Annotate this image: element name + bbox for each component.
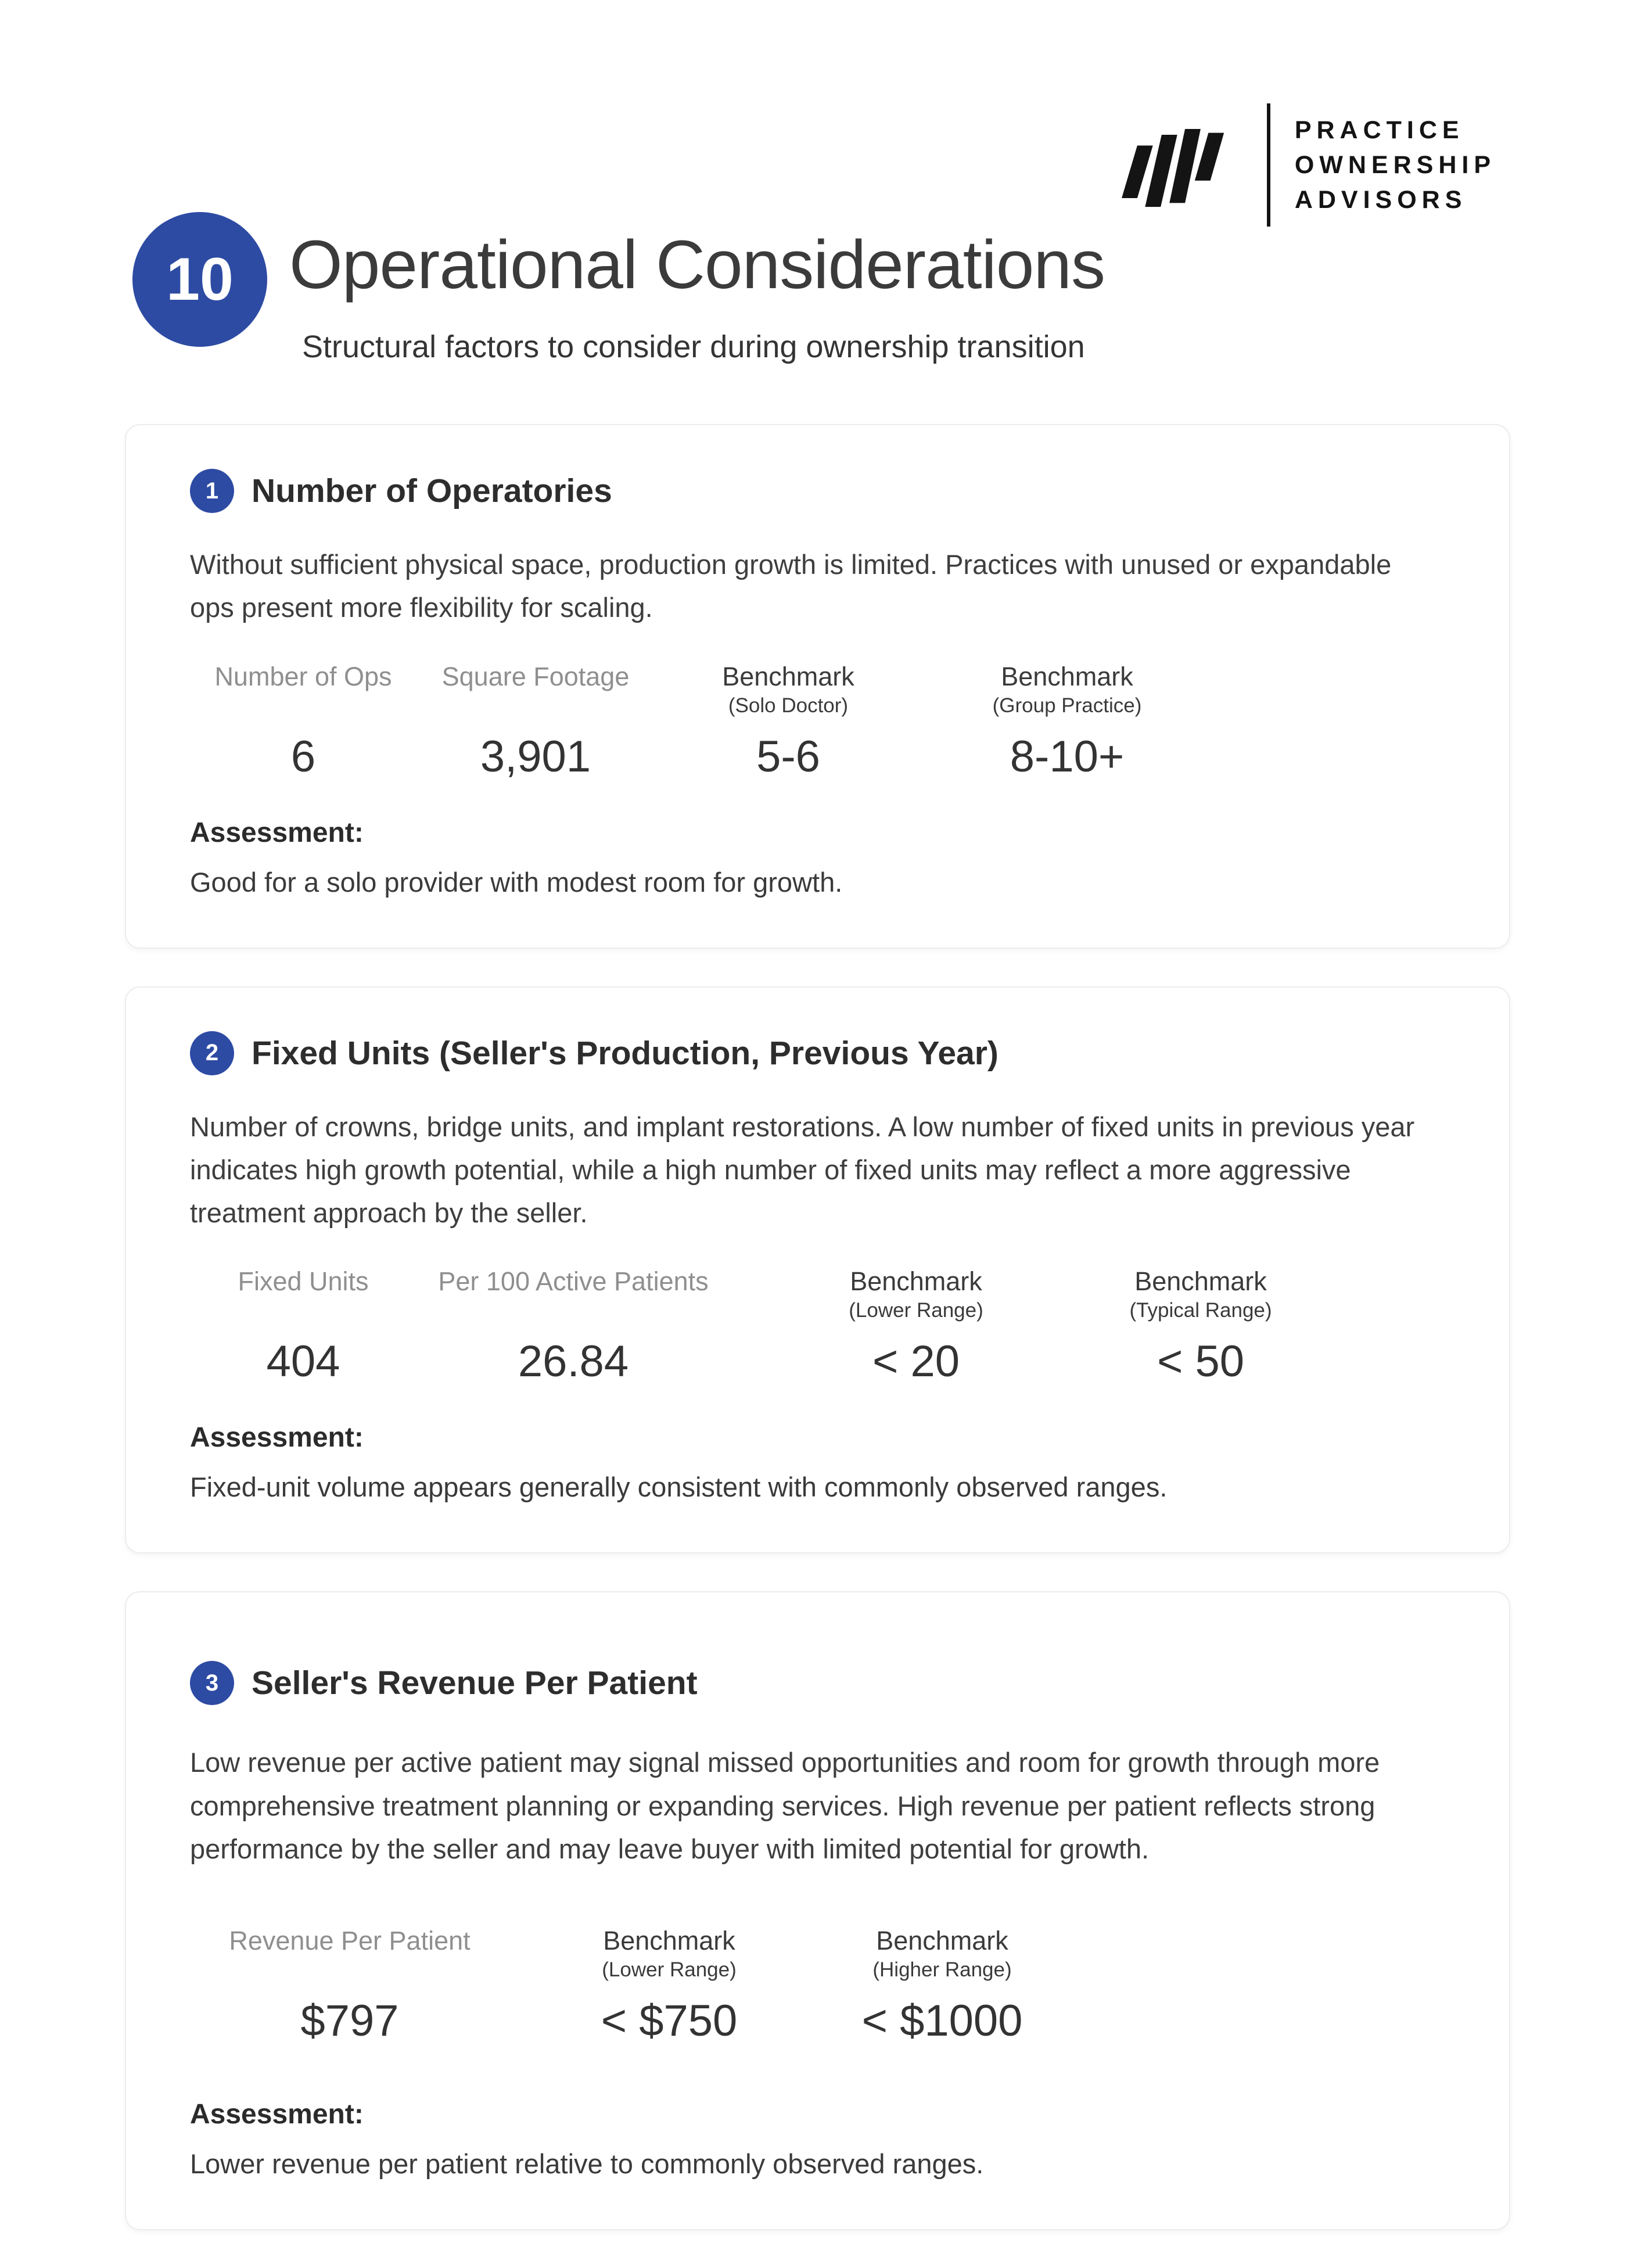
metric-label: Benchmark: [1001, 661, 1133, 691]
assessment-text: Fixed-unit volume appears generally consistent with commonly observed ranges.: [190, 1472, 1168, 1503]
metric-label: Number of Ops: [214, 661, 392, 691]
metric-value: 6: [290, 731, 316, 781]
metric-benchmark-solo-doctor: [655, 662, 922, 782]
metric-benchmark-typical-range: [1102, 1266, 1299, 1387]
assessment-label: Assessment:: [190, 2099, 364, 2130]
metric-label: Per 100 Active Patients: [438, 1266, 709, 1297]
page-number-badge: 10: [132, 212, 267, 347]
metric-value: 26.84: [518, 1337, 629, 1387]
metric-value: $797: [300, 1996, 399, 2045]
metric-sublabel: (Higher Range): [872, 1958, 1012, 1981]
card-title: Number of Operatories: [252, 472, 612, 509]
assessment-block: [190, 1422, 1445, 1503]
metric-value: < 50: [1157, 1337, 1245, 1387]
slanted-bars-logo-icon: [1116, 108, 1242, 222]
card-title: Seller's Revenue Per Patient: [252, 1664, 698, 1702]
metric-label: Benchmark: [603, 1926, 735, 1955]
metric-sublabel: (Lower Range): [849, 1299, 983, 1322]
card-revenue-per-patient: [125, 1591, 1510, 2230]
card-header: [190, 1661, 1445, 1705]
metric-benchmark-higher-range: [829, 1926, 1055, 2046]
card-number-badge: 1: [190, 469, 234, 513]
card-title: Fixed Units (Seller's Production, Previous Year): [252, 1034, 999, 1072]
assessment-label: Assessment:: [190, 1422, 364, 1454]
card-number-badge: 3: [190, 1661, 234, 1705]
metrics-row: [190, 1266, 1445, 1387]
logo-line-1: PRACTICE: [1294, 116, 1464, 144]
metric-value: < $750: [601, 1996, 738, 2045]
metric-revenue-per-patient: [190, 1926, 509, 2046]
card-description: Without sufficient physical space, production growth is limited. Practices with unused or expandable ops present more flexibility for scaling.: [190, 549, 1392, 623]
metric-value: 5-6: [756, 731, 820, 781]
assessment-text: Good for a solo provider with modest room for growth.: [190, 866, 843, 898]
metric-value: 8-10+: [1010, 731, 1125, 781]
page-subtitle: Structural factors to consider during ownership transition: [302, 329, 1085, 364]
logo-divider: [1267, 103, 1270, 227]
metric-label: Fixed Units: [238, 1266, 369, 1297]
metric-value: 404: [266, 1337, 340, 1387]
assessment-block: [190, 2098, 1445, 2180]
metrics-row: [190, 662, 1445, 782]
card-header: [190, 1031, 1445, 1075]
logo-line-2: OWNERSHIP: [1294, 150, 1496, 179]
page-title: Operational Considerations: [289, 227, 1105, 303]
card-description: Low revenue per active patient may signal missed opportunities and room for growth through more comprehensive treatment planning or expanding services. High revenue per patient reflects strong performance by the seller and may leave buyer with limited potential for growth.: [190, 1747, 1380, 1864]
card-number-of-operatories: [125, 424, 1510, 949]
logo-text: [1295, 113, 1496, 218]
metric-label: Benchmark: [722, 661, 854, 691]
metric-per-100-active-patients: [416, 1266, 730, 1387]
logo-line-3: ADVISORS: [1294, 186, 1467, 214]
card-description: Number of crowns, bridge units, and implant restorations. A low number of fixed units in previous year indicates high growth potential, while a high number of fixed units may reflect a more aggressive treatment approach by the seller.: [190, 1111, 1415, 1228]
metric-number-of-ops: [190, 662, 416, 782]
brand-logo: [1116, 103, 1496, 227]
metric-benchmark-group-practice: [922, 662, 1212, 782]
card-fixed-units: [125, 986, 1510, 1554]
card-number-badge: 2: [190, 1031, 234, 1075]
metric-benchmark-lower-range: [509, 1926, 829, 2046]
metric-label: Revenue Per Patient: [229, 1926, 471, 1955]
metric-label: Square Footage: [441, 661, 630, 691]
metric-value: < $1000: [861, 1996, 1023, 2045]
metric-sublabel: (Typical Range): [1129, 1299, 1272, 1322]
metric-square-footage: [416, 662, 655, 782]
card-header: [190, 469, 1445, 513]
assessment-label: Assessment:: [190, 817, 364, 848]
metric-label: Benchmark: [850, 1266, 982, 1297]
metric-benchmark-lower-range: [730, 1266, 1102, 1387]
metrics-row: [190, 1926, 1445, 2046]
metric-value: 3,901: [480, 731, 591, 781]
metric-label: Benchmark: [876, 1926, 1008, 1955]
metric-value: < 20: [872, 1337, 960, 1387]
metric-sublabel: (Solo Doctor): [728, 694, 849, 717]
metric-fixed-units: [190, 1266, 416, 1387]
assessment-block: [190, 817, 1445, 898]
cards-container: [125, 424, 1510, 2268]
metric-label: Benchmark: [1134, 1266, 1267, 1297]
metric-sublabel: (Lower Range): [602, 1958, 737, 1981]
metric-sublabel: (Group Practice): [992, 694, 1142, 717]
assessment-text: Lower revenue per patient relative to commonly observed ranges.: [190, 2148, 984, 2179]
